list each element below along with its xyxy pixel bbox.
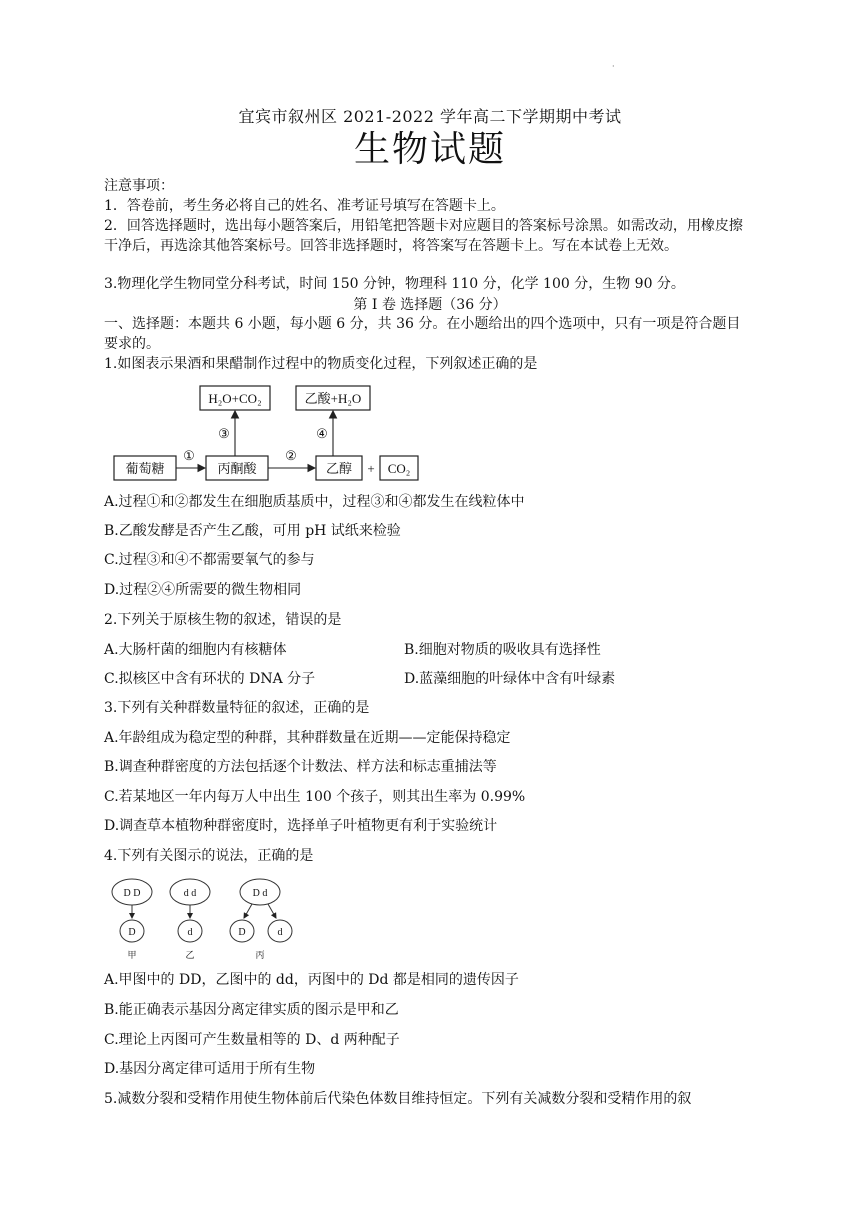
bing-parent-label: D d: [252, 888, 268, 899]
step-1-label: ①: [183, 448, 195, 463]
q1-option-c: C.过程③和④不都需要氧气的参与: [104, 552, 315, 568]
box-h2o-co2-label: H₂O+CO₂: [208, 391, 262, 406]
q4-option-c: C.理论上丙图可产生数量相等的 D、d 两种配子: [104, 1032, 400, 1048]
q3-option-d: D.调查草本植物种群密度时，选择单子叶植物更有利于实验统计: [104, 818, 498, 834]
bing-label: 丙: [255, 950, 265, 960]
fermentation-diagram: [110, 384, 420, 484]
plus-sign: +: [367, 461, 375, 476]
step-4-label: ④: [316, 426, 328, 441]
section-title: 第 I 卷 选择题（36 分）: [353, 297, 507, 313]
q2-option-b: B.细胞对物质的吸收具有选择性: [404, 642, 601, 658]
subject-title: 生物试题: [353, 129, 506, 170]
jia-child-label: D: [128, 927, 136, 938]
q4-option-a: A.甲图中的 DD，乙图中的 dd，丙图中的 Dd 都是相同的遗传因子: [104, 972, 519, 988]
notice-item-3: 3.物理化学生物同堂分科考试，时间 150 分钟，物理科 110 分，化学 100 分，生物 90 分。: [104, 276, 685, 292]
q3-option-b: B.调查种群密度的方法包括逐个计数法、样方法和标志重捕法等: [104, 759, 497, 775]
question-2-stem: 2.下列关于原核生物的叙述，错误的是: [104, 612, 342, 628]
q1-option-a: A.过程①和②都发生在细胞质基质中，过程③和④都发生在线粒体中: [104, 494, 525, 510]
q1-option-d: D.过程②④所需要的微生物相同: [104, 582, 302, 598]
jia-parent-label: D D: [123, 888, 141, 899]
step-3-label: ③: [218, 426, 230, 441]
question-5-stem: 5.减数分裂和受精作用使生物体前后代染色体数目维持恒定。下列有关减数分裂和受精作用的叙: [104, 1091, 692, 1107]
notice-item-1: 1．答卷前，考生务必将自己的姓名、准考证号填写在答题卡上。: [104, 198, 505, 214]
q2-option-d: D.蓝藻细胞的叶绿体中含有叶绿素: [404, 671, 616, 687]
page-mark: ·: [612, 62, 615, 71]
allele-diagram: [104, 876, 314, 966]
section-instruction: 一、选择题：本题共 6 小题，每小题 6 分，共 36 分。在小题给出的四个选项中，只有一项是符合题目要求的。: [104, 316, 741, 352]
q3-option-c: C.若某地区一年内每万人中出生 100 个孩子，则其出生率为 0.99%: [104, 789, 526, 805]
jia-label: 甲: [127, 950, 137, 960]
question-1-stem: 1.如图表示果酒和果醋制作过程中的物质变化过程，下列叙述正确的是: [104, 356, 538, 372]
box-acetic-h2o-label: 乙酸+H₂O: [304, 391, 362, 406]
q4-option-b: B.能正确表示基因分离定律实质的图示是甲和乙: [104, 1002, 399, 1018]
yi-label: 乙: [185, 950, 195, 960]
q2-option-a: A.大肠杆菌的细胞内有核糖体: [104, 642, 287, 658]
bing-child-1-label: D: [238, 927, 246, 938]
question-4-stem: 4.下列有关图示的说法，正确的是: [104, 848, 314, 864]
box-co2-label: CO₂: [387, 461, 411, 476]
q1-option-b: B.乙酸发酵是否产生乙酸，可用 pH 试纸来检验: [104, 523, 401, 539]
question-3-stem: 3.下列有关种群数量特征的叙述，正确的是: [104, 700, 370, 716]
box-pyruvate-label: 丙酮酸: [217, 461, 257, 476]
yi-child-label: d: [187, 927, 193, 938]
box-glucose-label: 葡萄糖: [125, 461, 165, 476]
yi-parent-label: d d: [183, 888, 197, 899]
notice-item-2: 2．回答选择题时，选出每小题答案后，用铅笔把答题卡对应题目的答案标号涂黑。如需改动，用橡皮擦干净后，再选涂其他答案标号。回答非选择题时，将答案写在答题卡上。写在本试卷上无效。: [104, 218, 743, 254]
box-ethanol-label: 乙醇: [325, 461, 353, 476]
q3-option-a: A.年龄组成为稳定型的种群，其种群数量在近期——定能保持稳定: [104, 730, 511, 746]
notice-heading: 注意事项：: [104, 178, 174, 194]
q2-option-c: C.拟核区中含有环状的 DNA 分子: [104, 671, 316, 687]
q4-option-d: D.基因分离定律可适用于所有生物: [104, 1061, 316, 1077]
bing-child-2-label: d: [277, 927, 283, 938]
step-2-label: ②: [285, 448, 297, 463]
exam-title: 宜宾市叙州区 2021-2022 学年高二下学期期中考试: [238, 107, 622, 126]
